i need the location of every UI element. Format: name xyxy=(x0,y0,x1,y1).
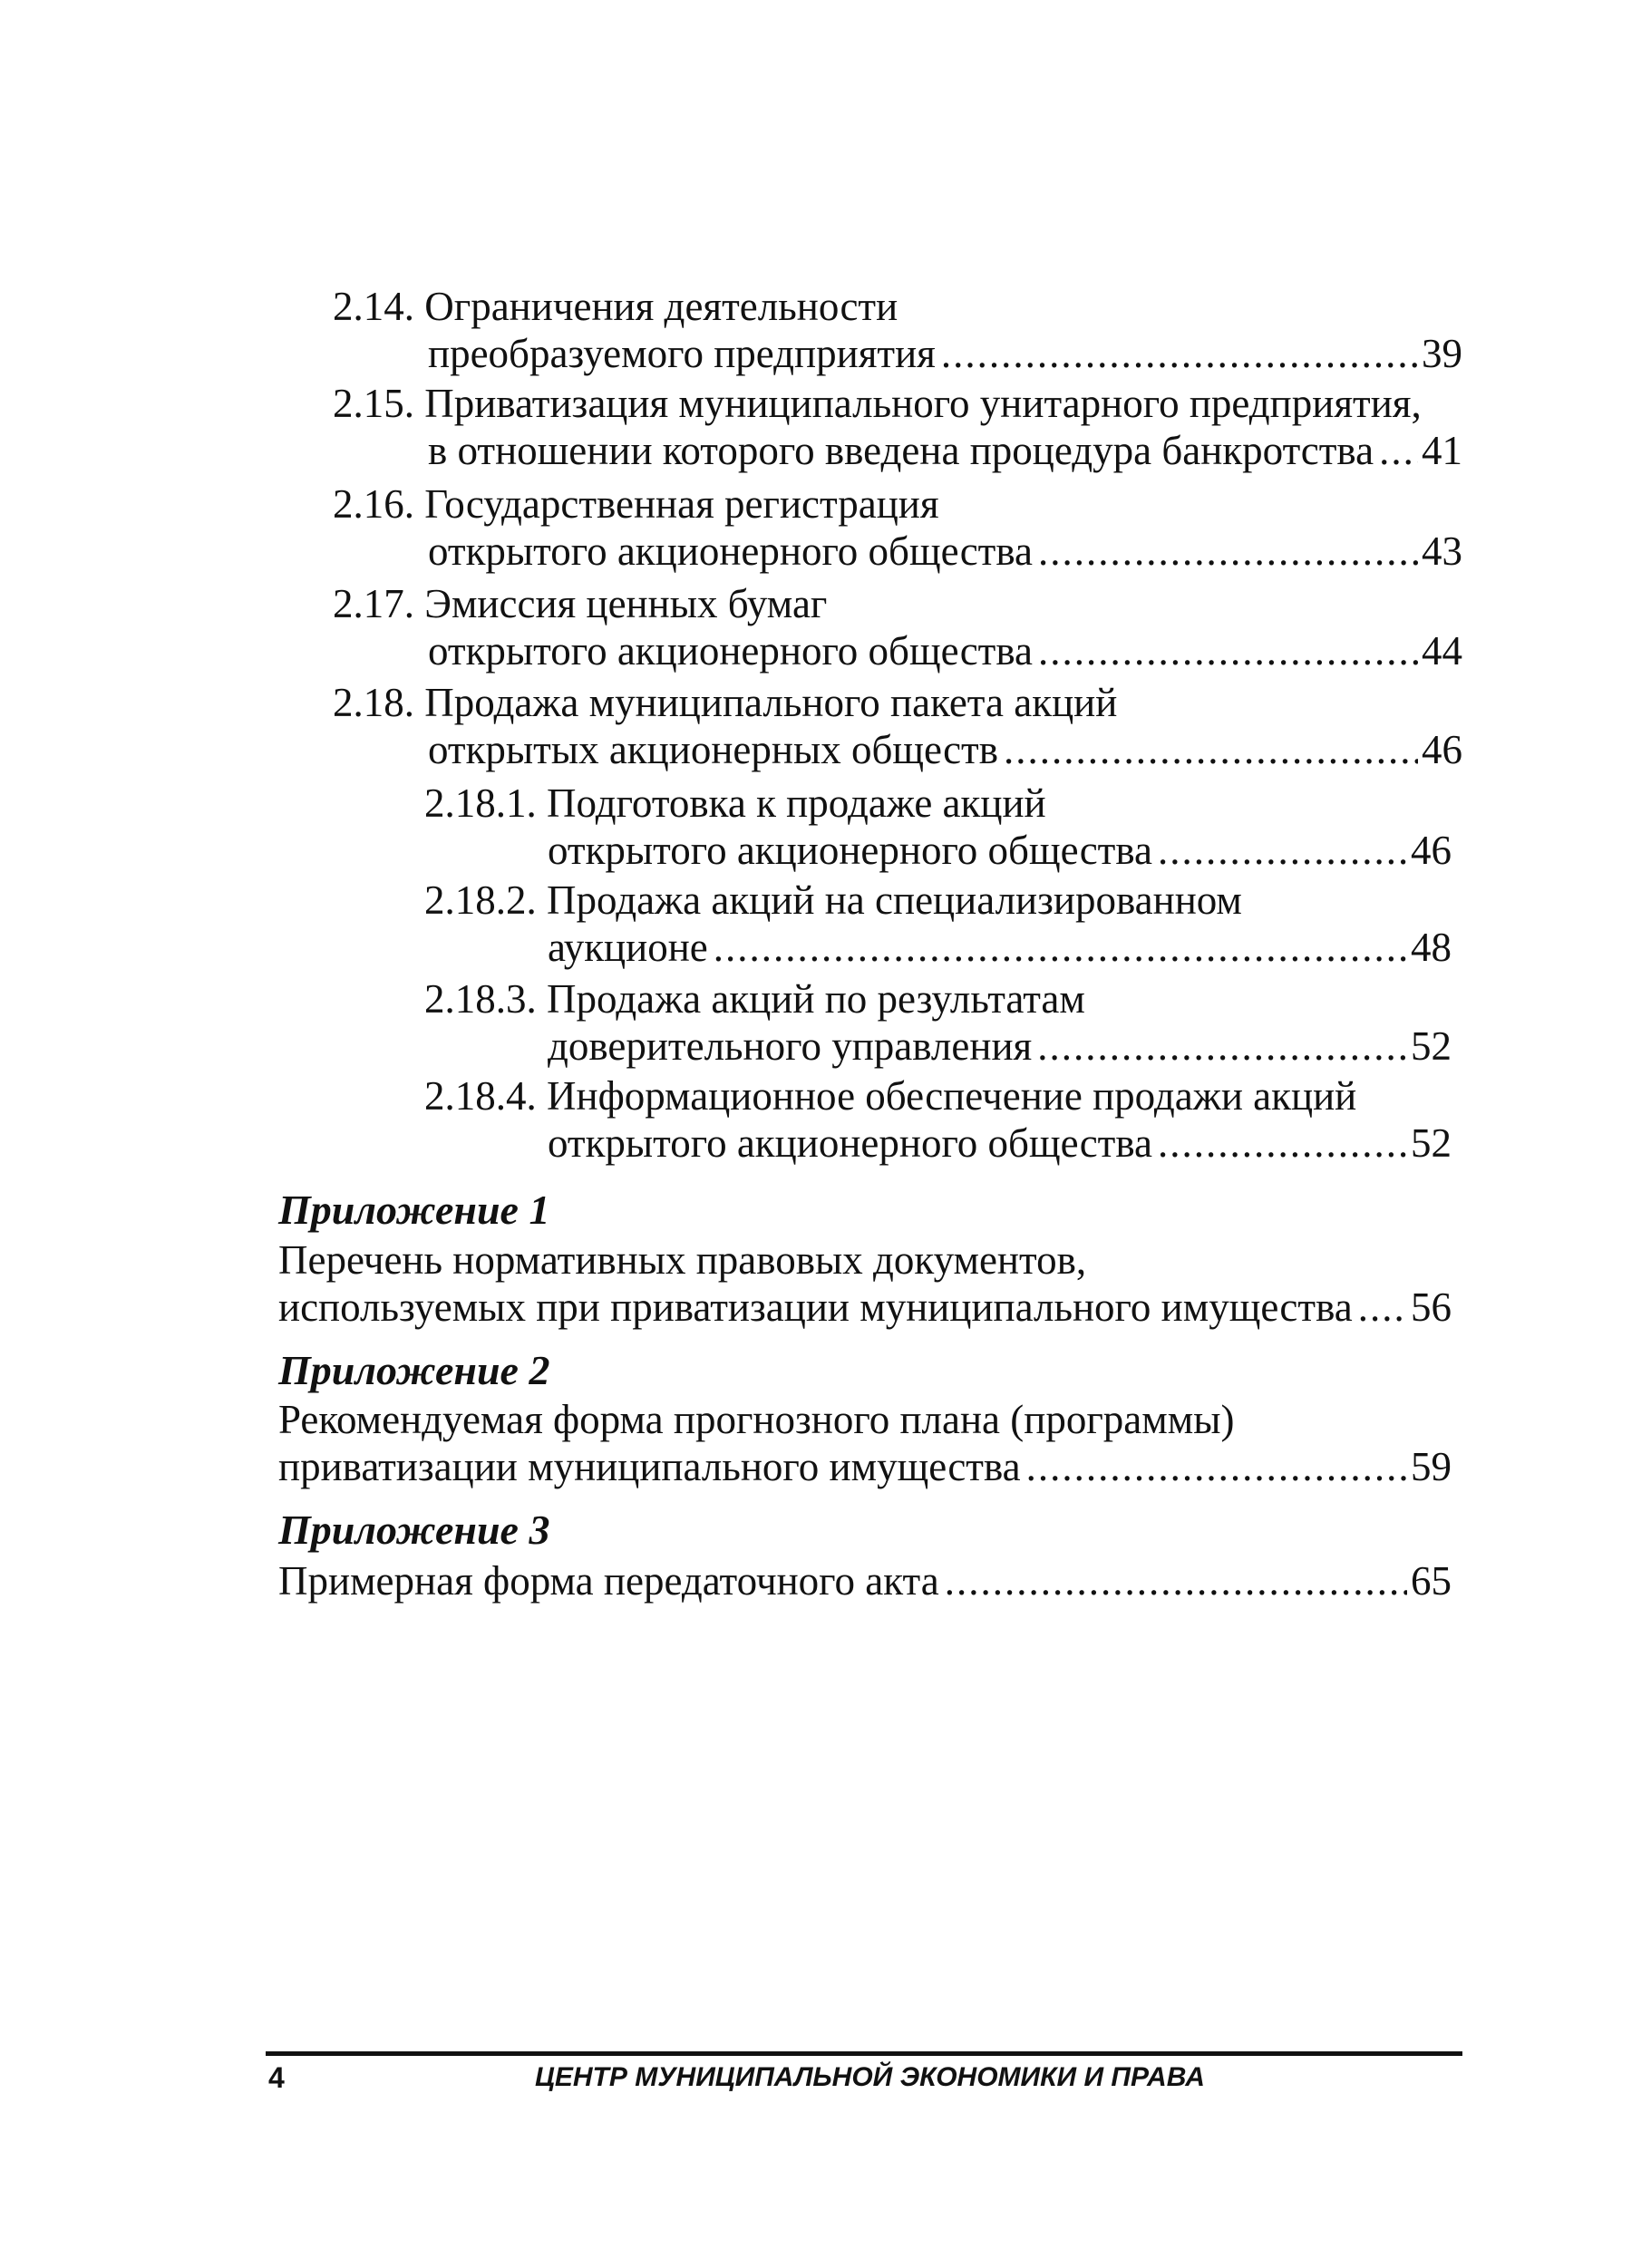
appendix-2-page: 59 xyxy=(1411,1444,1452,1489)
appendix-3-heading: Приложение 3 xyxy=(278,1507,550,1553)
toc-entry-2-16[interactable] xyxy=(428,528,1462,575)
toc-2-15-page: 41 xyxy=(1422,428,1462,473)
appendix-2-heading: Приложение 2 xyxy=(278,1347,550,1393)
appendix-1-page: 56 xyxy=(1411,1284,1452,1330)
toc-2-17-continuation: открытого акционерного общества xyxy=(428,628,1033,674)
toc-2-14-title: 2.14. Ограничения деятельности xyxy=(333,284,898,329)
toc-2-16-title: 2.16. Государственная регистрация xyxy=(333,481,939,527)
leader-dots xyxy=(1026,1443,1407,1490)
toc-entry-2-15[interactable] xyxy=(428,427,1462,474)
toc-entry-2-14[interactable] xyxy=(428,330,1462,377)
leader-dots xyxy=(1158,1119,1407,1167)
toc-2-18-1-title: 2.18.1. Подготовка к продаже акций xyxy=(424,780,1046,826)
toc-2-17-page: 44 xyxy=(1422,628,1462,674)
toc-2-15-title: 2.15. Приватизация муниципального унитарного предприятия, xyxy=(333,381,1422,426)
toc-2-14-continuation: преобразуемого предприятия xyxy=(428,331,936,376)
leader-dots xyxy=(1379,427,1418,474)
footer-page-number: 4 xyxy=(268,2061,285,2094)
appendix-1-title: Перечень нормативных правовых документов, xyxy=(278,1237,1087,1283)
appendix-3-title: Примерная форма передаточного акта xyxy=(278,1558,939,1604)
toc-2-18-continuation: открытых акционерных обществ xyxy=(428,727,998,772)
leader-dots xyxy=(941,330,1418,377)
leader-dots xyxy=(1158,827,1407,874)
toc-entry-2-18-4[interactable] xyxy=(548,1119,1452,1167)
toc-entry-2-17[interactable] xyxy=(428,627,1462,674)
toc-entry-appendix-3[interactable] xyxy=(278,1557,1452,1604)
toc-2-18-2-page: 48 xyxy=(1411,925,1452,970)
leader-dots xyxy=(1037,1023,1407,1070)
leader-dots xyxy=(1038,627,1418,674)
toc-2-16-page: 43 xyxy=(1422,528,1462,574)
leader-dots xyxy=(1038,528,1418,575)
toc-2-18-title: 2.18. Продажа муниципального пакета акций xyxy=(333,680,1118,725)
toc-entry-2-18-3[interactable] xyxy=(548,1023,1452,1070)
appendix-2-continuation: приватизации муниципального имущества xyxy=(278,1444,1021,1489)
toc-entry-appendix-1[interactable] xyxy=(278,1284,1452,1331)
appendix-3-page: 65 xyxy=(1411,1558,1452,1604)
toc-entry-appendix-2[interactable] xyxy=(278,1443,1452,1490)
toc-2-18-4-page: 52 xyxy=(1411,1120,1452,1166)
footer-rule xyxy=(266,2051,1462,2056)
toc-2-18-1-page: 46 xyxy=(1411,828,1452,873)
leader-dots xyxy=(1358,1284,1407,1331)
toc-2-18-4-title: 2.18.4. Информационное обеспечение продажи акций xyxy=(424,1073,1357,1119)
appendix-1-continuation: используемых при приватизации муниципального имущества xyxy=(278,1284,1353,1330)
toc-2-18-2-continuation: аукционе xyxy=(548,925,708,970)
leader-dots xyxy=(1004,726,1418,773)
appendix-1-heading: Приложение 1 xyxy=(278,1187,550,1233)
toc-2-18-page: 46 xyxy=(1422,727,1462,772)
toc-2-18-3-page: 52 xyxy=(1411,1023,1452,1069)
toc-2-18-3-continuation: доверительного управления xyxy=(548,1023,1033,1069)
toc-2-14-page: 39 xyxy=(1422,331,1462,376)
toc-2-18-3-title: 2.18.3. Продажа акций по результатам xyxy=(424,976,1085,1022)
toc-entry-2-18-2[interactable] xyxy=(548,924,1452,971)
appendix-2-title: Рекомендуемая форма прогнозного плана (программы) xyxy=(278,1397,1235,1442)
toc-2-17-title: 2.17. Эмиссия ценных бумаг xyxy=(333,581,828,626)
toc-2-18-4-continuation: открытого акционерного общества xyxy=(548,1120,1152,1166)
toc-2-18-1-continuation: открытого акционерного общества xyxy=(548,828,1152,873)
footer-publisher-title: ЦЕНТР МУНИЦИПАЛЬНОЙ ЭКОНОМИКИ И ПРАВА xyxy=(535,2062,1205,2092)
leader-dots xyxy=(945,1557,1407,1604)
toc-2-15-continuation: в отношении которого введена процедура банкротства xyxy=(428,428,1374,473)
leader-dots xyxy=(714,924,1407,971)
toc-2-18-2-title: 2.18.2. Продажа акций на специализированном xyxy=(424,877,1242,923)
toc-2-16-continuation: открытого акционерного общества xyxy=(428,528,1033,574)
toc-entry-2-18[interactable] xyxy=(428,726,1462,773)
toc-entry-2-18-1[interactable] xyxy=(548,827,1452,874)
